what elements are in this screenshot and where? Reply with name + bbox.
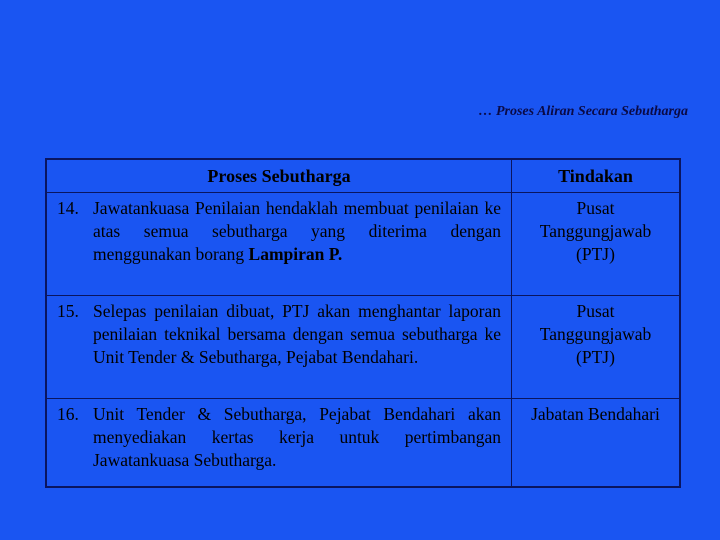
table-row xyxy=(46,399,680,487)
process-cell xyxy=(46,399,512,487)
step-text-bold: Lampiran P. xyxy=(248,244,343,264)
process-table xyxy=(45,158,681,488)
table-row xyxy=(46,296,680,399)
step-text: Unit Tender & Sebutharga, Pejabat Bendahari akan menyediakan kertas kerja untuk pertimbangan Jawatankuasa Sebutharga. xyxy=(93,404,501,470)
action-cell xyxy=(512,399,681,487)
step-text: Selepas penilaian dibuat, PTJ akan menghantar laporan penilaian teknikal bersama dengan semua sebutharga ke Unit Tender & Sebutharga, Pejabat Bendahari. xyxy=(93,301,501,367)
header-action: Tindakan xyxy=(512,159,681,193)
process-cell xyxy=(46,193,512,296)
step-text-main: Jawatankuasa Penilaian hendaklah membuat penilaian ke atas semua sebutharga yang diterima dengan menggunakan borang xyxy=(93,198,501,264)
step-number: 14. xyxy=(57,198,79,218)
action-cell xyxy=(512,296,681,399)
process-cell xyxy=(46,296,512,399)
action-cell xyxy=(512,193,681,296)
action-line: Tanggungjawab xyxy=(539,221,652,241)
header-process: Proses Sebutharga xyxy=(46,159,512,193)
slide-subtitle: … Proses Aliran Secara Sebutharga xyxy=(478,104,688,119)
action-line: Pusat xyxy=(576,198,615,218)
step-text xyxy=(93,197,501,266)
step-number: 16. xyxy=(57,404,79,424)
action-line: Pusat xyxy=(576,301,615,321)
step-number: 15. xyxy=(57,301,79,321)
action-line: (PTJ) xyxy=(576,244,615,264)
table-header-row xyxy=(46,159,680,193)
action-line: Jabatan Bendahari xyxy=(531,404,660,424)
table-row xyxy=(46,193,680,296)
action-line: Tanggungjawab xyxy=(539,324,652,344)
action-line: (PTJ) xyxy=(576,347,615,367)
